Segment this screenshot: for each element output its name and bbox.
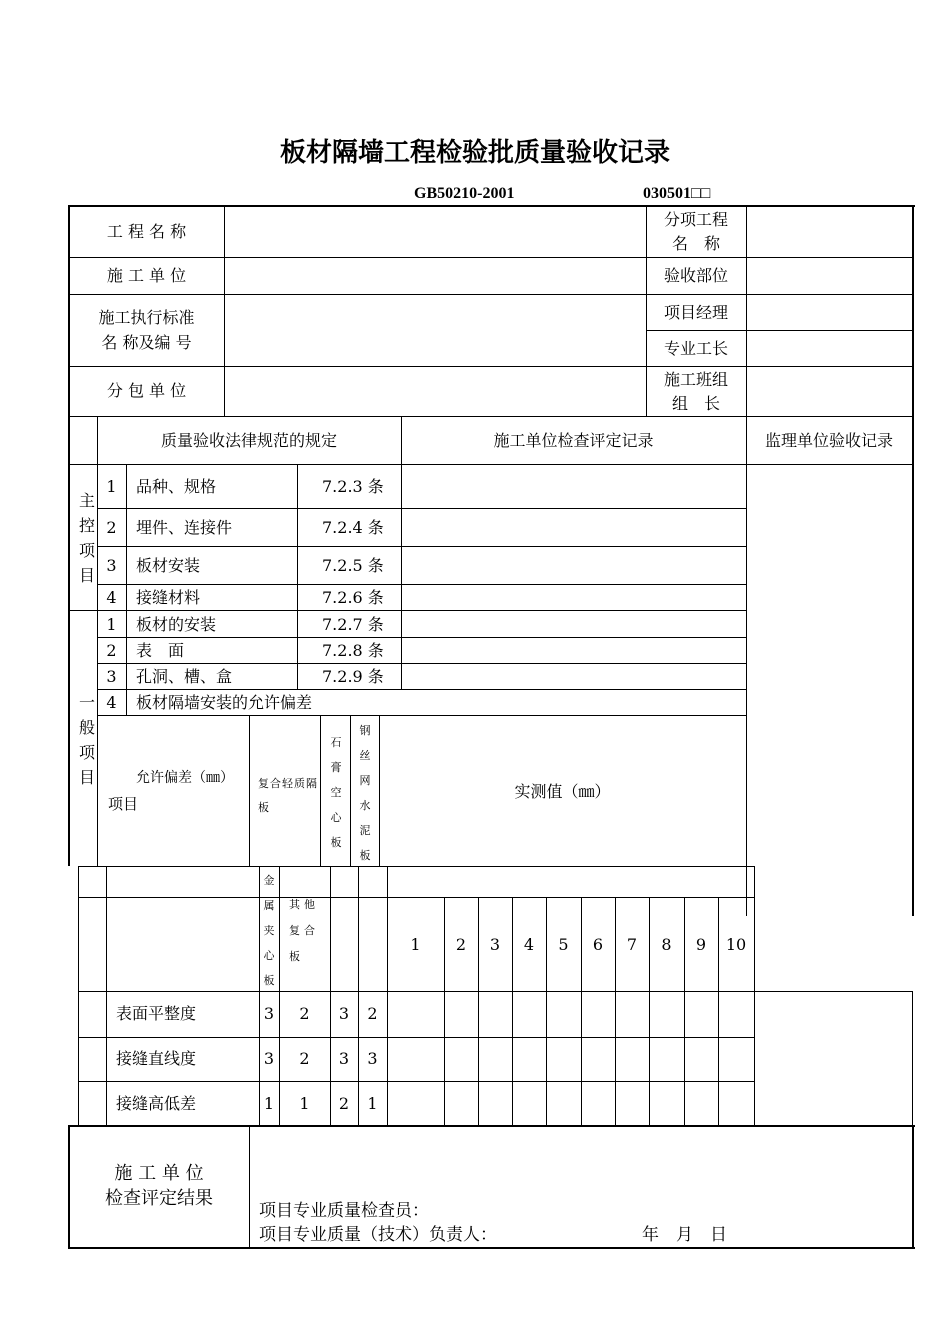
general-item-no: 1	[106, 615, 117, 634]
general-item-no: 4	[106, 693, 117, 712]
grid-line	[78, 991, 913, 992]
grid-line	[224, 206, 225, 416]
team-leader-label-1: 施工班组	[663, 370, 728, 389]
main-item-no: 3	[106, 556, 117, 575]
grid-line	[69, 464, 913, 465]
grid-line	[97, 637, 747, 638]
grid-line	[97, 508, 747, 509]
grid-line	[69, 366, 913, 367]
gypsum-hollow-label: 石膏空心板	[330, 736, 342, 849]
main-item-name: 接缝材料	[136, 588, 201, 607]
footer-label-2: 检查评定结果	[105, 1188, 213, 1209]
main-item-clause: 7.2.4 条	[322, 518, 384, 537]
foreman-label: 专业工长	[663, 339, 728, 358]
general-item-no: 3	[106, 667, 117, 686]
project-manager-label: 项目经理	[663, 303, 728, 322]
grid-line	[320, 716, 321, 866]
main-item-no: 2	[106, 518, 117, 537]
grid-line	[512, 897, 513, 1126]
grid-line	[646, 330, 913, 331]
grid-line	[718, 897, 719, 1126]
main-item-name: 板材安装	[136, 556, 201, 575]
standard-code: GB50210-2001	[414, 185, 515, 202]
main-item-clause: 7.2.3 条	[322, 477, 384, 496]
grid-line	[97, 546, 747, 547]
grid-line	[69, 257, 913, 258]
measure-col-6: 6	[592, 935, 604, 954]
general-item-name: 表 面	[136, 641, 185, 660]
grid-line	[78, 866, 755, 867]
deviation-item-name: 接缝高低差	[116, 1094, 197, 1113]
grid-line	[279, 866, 280, 1126]
other-value: 2	[299, 1049, 310, 1068]
grid-line	[297, 464, 298, 690]
measure-col-2: 2	[455, 935, 467, 954]
deviation-item-name: 表面平整度	[116, 1004, 197, 1023]
grid-line	[249, 716, 250, 866]
acceptance-part-label: 验收部位	[663, 266, 728, 285]
page-title: 板材隔墙工程检验批质量验收记录	[279, 138, 670, 168]
construction-check-column-header: 施工单位检查评定记录	[493, 431, 654, 450]
main-item-name: 埋件、连接件	[136, 518, 233, 537]
team-leader-label-2: 组 长	[671, 394, 720, 413]
measure-col-5: 5	[558, 935, 569, 954]
measure-col-1: 1	[410, 935, 421, 954]
main-item-clause: 7.2.5 条	[322, 556, 384, 575]
main-item-name: 品种、规格	[136, 477, 217, 496]
standard-label-2: 名 称及编 号	[101, 333, 192, 352]
form-code: 030501□□	[643, 185, 711, 202]
grid-line	[684, 897, 685, 1126]
grid-line	[126, 464, 127, 716]
grid-line	[68, 1125, 70, 1249]
gypsum-value: 2	[338, 1094, 350, 1113]
grid-line	[78, 866, 79, 1126]
measure-col-10: 10	[725, 935, 747, 954]
general-item-name: 孔洞、槽、盒	[136, 667, 233, 686]
allowed-deviation-label: 允许偏差（㎜）	[136, 770, 234, 786]
metal-sandwich-label: 金属夹心板	[263, 874, 275, 987]
other-value: 2	[299, 1004, 310, 1023]
main-item-clause: 7.2.6 条	[322, 588, 384, 607]
general-item-clause: 7.2.8 条	[322, 641, 384, 660]
measure-col-7: 7	[626, 935, 638, 954]
measure-col-3: 3	[489, 935, 501, 954]
grid-line	[912, 205, 914, 916]
composite-light-label: 复合轻质隔板	[258, 777, 318, 814]
grid-line	[581, 897, 582, 1126]
item-label: 项目	[108, 795, 139, 813]
grid-line	[330, 866, 331, 1126]
metal-value: 1	[263, 1094, 275, 1113]
steel-value: 1	[367, 1094, 378, 1113]
grid-line	[106, 866, 107, 1126]
measured-value-label: 实测值（㎜）	[514, 782, 611, 801]
grid-line	[78, 1037, 755, 1038]
spec-column-header: 质量验收法律规范的规定	[160, 431, 337, 450]
grid-line	[69, 416, 913, 417]
quality-inspector-label: 项目专业质量检查员：	[259, 1201, 429, 1221]
grid-line	[68, 205, 915, 207]
date-label: 年 月 日	[642, 1225, 727, 1245]
steel-value: 2	[367, 1004, 378, 1023]
grid-line	[754, 866, 755, 1126]
construction-unit-label: 施 工 单 位	[106, 266, 187, 285]
grid-line	[444, 897, 445, 1126]
other-composite-label: 其他复合板	[289, 898, 319, 963]
sub-project-label-2: 名 称	[671, 234, 720, 253]
grid-line	[68, 1125, 915, 1127]
grid-line	[78, 1081, 755, 1082]
metal-value: 3	[263, 1049, 275, 1068]
grid-line	[97, 663, 747, 664]
grid-line	[912, 991, 913, 1126]
subcontractor-label: 分 包 单 位	[106, 381, 187, 400]
general-item-name: 板材的安装	[136, 615, 217, 634]
grid-line	[401, 416, 402, 690]
gypsum-value: 3	[338, 1004, 350, 1023]
metal-value: 3	[263, 1004, 275, 1023]
other-value: 1	[299, 1094, 310, 1113]
grid-line	[69, 610, 747, 611]
grid-line	[68, 205, 70, 866]
general-item-name: 板材隔墙安装的允许偏差	[136, 693, 313, 712]
grid-line	[649, 897, 650, 1126]
grid-line	[746, 206, 747, 416]
grid-line	[358, 866, 359, 1126]
measure-col-8: 8	[661, 935, 672, 954]
project-name-label: 工 程 名 称	[106, 222, 187, 241]
grid-line	[97, 689, 747, 690]
footer-label-1: 施 工 单 位	[114, 1163, 204, 1184]
standard-label-1: 施工执行标准	[98, 308, 195, 327]
grid-line	[615, 897, 616, 1126]
main-item-no: 1	[106, 477, 117, 496]
supervision-check-column-header: 监理单位验收记录	[764, 431, 893, 450]
grid-line	[68, 1247, 915, 1249]
grid-line	[249, 1126, 250, 1248]
gypsum-value: 3	[338, 1049, 350, 1068]
grid-line	[746, 416, 747, 916]
grid-line	[78, 897, 755, 898]
grid-line	[478, 897, 479, 1126]
measure-col-9: 9	[695, 935, 707, 954]
measure-col-4: 4	[523, 935, 535, 954]
general-item-clause: 7.2.7 条	[322, 615, 384, 634]
general-item-clause: 7.2.9 条	[322, 667, 384, 686]
grid-line	[69, 294, 913, 295]
steel-value: 3	[367, 1049, 378, 1068]
grid-line	[387, 866, 388, 1126]
sub-project-label-1: 分项工程	[663, 210, 728, 229]
main-item-no: 4	[106, 588, 117, 607]
grid-line	[350, 716, 351, 866]
grid-line	[97, 715, 747, 716]
grid-line	[912, 1125, 914, 1249]
general-item-no: 2	[106, 641, 117, 660]
grid-line	[97, 584, 747, 585]
grid-line	[546, 897, 547, 1126]
general-items-label: 一般项目	[78, 693, 95, 787]
quality-responsible-label: 项目专业质量（技术）负责人：	[259, 1225, 497, 1245]
steel-mesh-cement-label: 钢丝网水泥板	[359, 724, 371, 862]
main-items-label: 主控项目	[78, 491, 95, 585]
deviation-item-name: 接缝直线度	[116, 1049, 197, 1068]
